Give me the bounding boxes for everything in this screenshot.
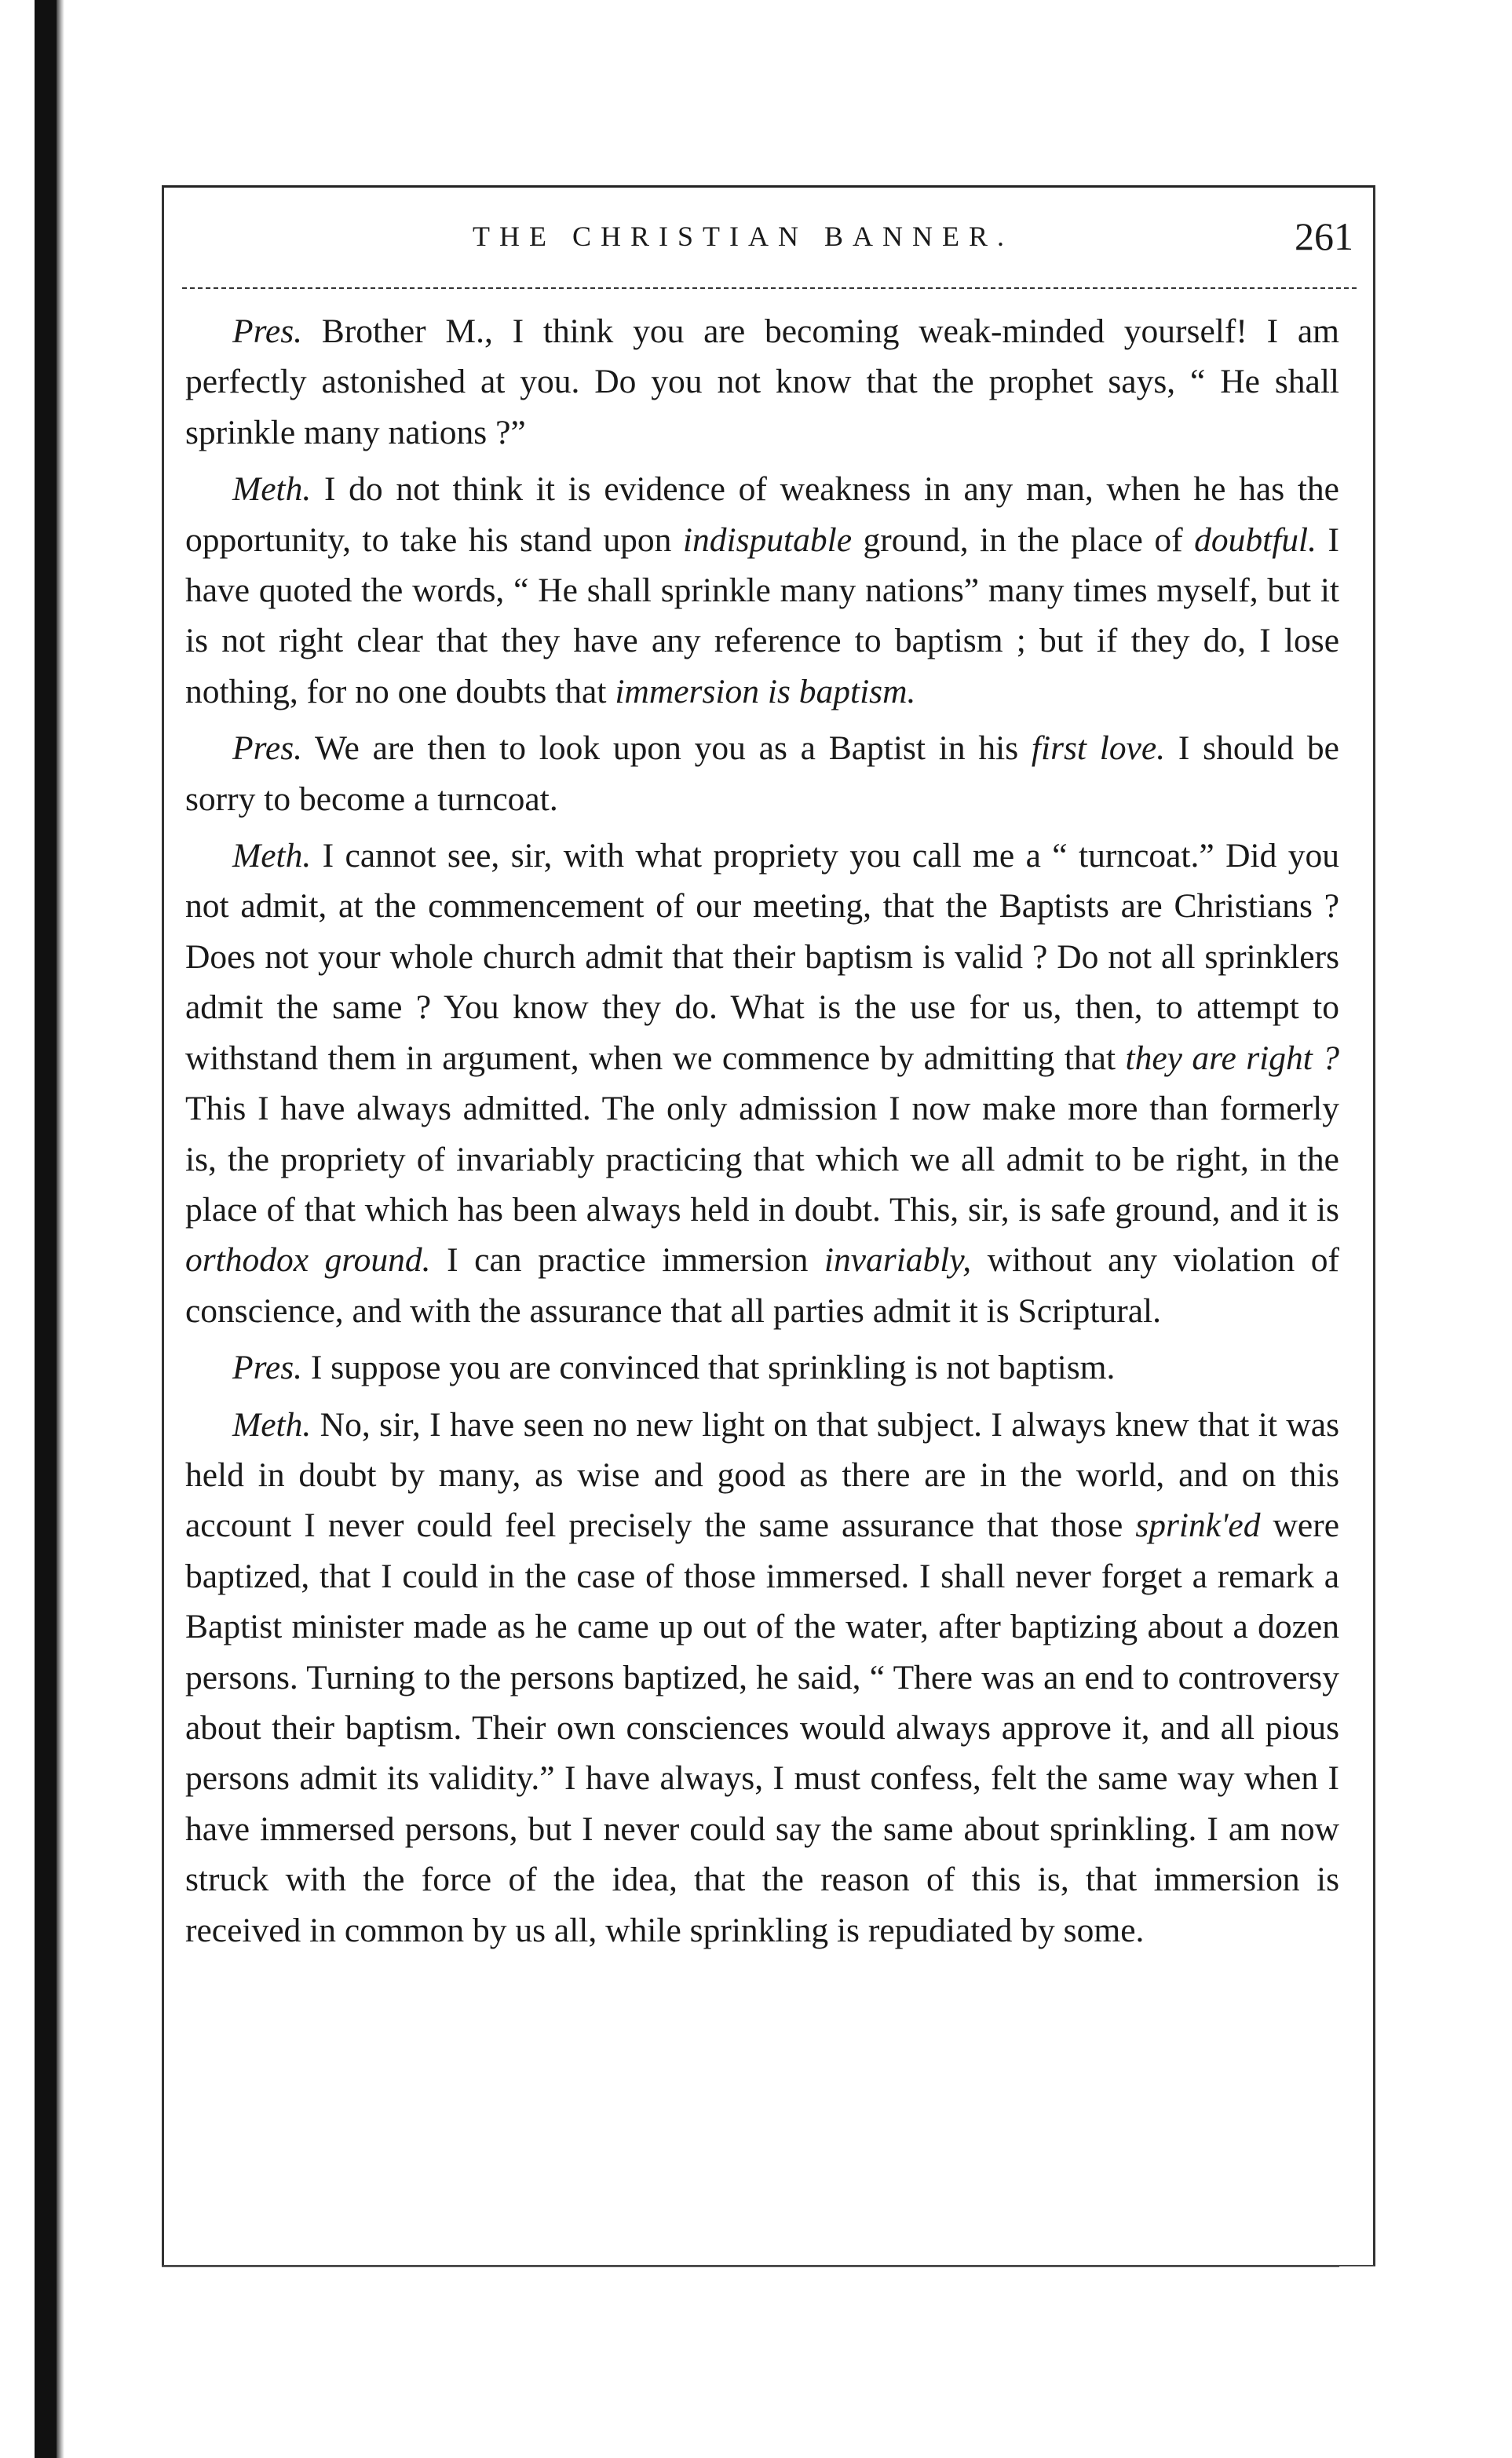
speaker-label: Pres. [232,312,302,350]
text-run: I can practice immersion [430,1241,824,1280]
speaker-label: Pres. [232,1349,302,1387]
binding-strip [35,0,57,2458]
speaker-label: Meth. [232,470,312,509]
text-run: without any violation of conscience, and with the assurance that all parties admit it is Scriptural. [185,1241,1339,1330]
emphasis-run: invariably, [824,1241,972,1280]
emphasis-run: indisputable [682,520,853,559]
paragraph [185,1400,1339,1956]
paragraph [185,831,1339,1336]
text-run: ground, in the place of [852,520,1195,559]
running-head [182,214,1357,276]
running-title: THE CHRISTIAN BANNER. [473,221,1013,252]
speaker-label: Pres. [232,729,302,768]
header-rule [182,287,1357,289]
paragraph [185,723,1339,824]
emphasis-run: first love. [1031,729,1166,768]
paragraph [185,464,1339,717]
emphasis-run: sprink'ed [1135,1507,1261,1545]
emphasis-run: doubtful. [1194,520,1317,559]
text-run: This I have always admitted. The only admission I now make more than formerly is, the propriety of invariably practicing that which we all admit to be right, in the place of that which has been always held in doubt. This, sir, is safe ground, and it is [185,1090,1339,1229]
binding-edge [57,0,64,2458]
text-run: were baptized, that I could in the case of those immersed. I shall never forget a remark a Baptist minister made as he came up out of the water, after baptizing about a dozen persons. Turning to the persons baptized, he said, “ There was an end to controversy about their baptism. Their own consciences would always approve it, and all pious persons admit its validity.” I have always, I must confess, felt the same way when I have immersed persons, but I never could say the same about sprinkling. I am now struck with the force of the idea, that the reason of this is, that immersion is received in common by us all, while sprinkling is repudiated by some. [185,1507,1340,1949]
paragraph [185,306,1339,458]
emphasis-run: orthodox ground. [185,1241,431,1280]
text-body [185,306,1339,1962]
emphasis-run: immersion is baptism. [615,672,916,710]
paragraph [185,1342,1339,1393]
emphasis-run: they are right ? [1125,1039,1339,1077]
speaker-label: Meth. [232,837,312,875]
text-run: Brother M., I think you are becoming weak-minded yourself! I am perfectly astonished at you. Do you not know that the prophet says, “ He shall sprinkle many nations ?” [185,312,1339,451]
text-run: I suppose you are convinced that sprinkling is not baptism. [302,1349,1116,1387]
text-run: We are then to look upon you as a Baptist in his [302,729,1032,768]
page-number: 261 [1295,214,1353,258]
text-run: I have quoted the words, “ He shall sprinkle many nations” many times myself, but it is not right clear that they have any reference to baptism ; but if they do, I lose nothing, for no one doubts that [185,520,1339,710]
speaker-label: Meth. [232,1405,312,1444]
text-run: I cannot see, sir, with what propriety you call me a “ turncoat.” Did you not admit, at the commencement of our meeting, that the Baptists are Christians ? Does not your whole church admit that their baptism is valid ? Do not all sprinklers admit the same ? You know they do. What is the use for us, then, to attempt to withstand them in argument, when we commence by admitting that [185,837,1339,1077]
text-run: I should be sorry to become a turncoat. [185,729,1339,818]
text-run: No, sir, I have seen no new light on that subject. I always knew that it was held in doubt by many, as wise and good as there are in the world, and on this account I never could feel precisely the same assurance that those [185,1405,1339,1545]
text-run: I do not think it is evidence of weakness in any man, when he has the opportunity, to take his stand upon [185,470,1339,559]
bottom-rule [162,2266,1339,2267]
